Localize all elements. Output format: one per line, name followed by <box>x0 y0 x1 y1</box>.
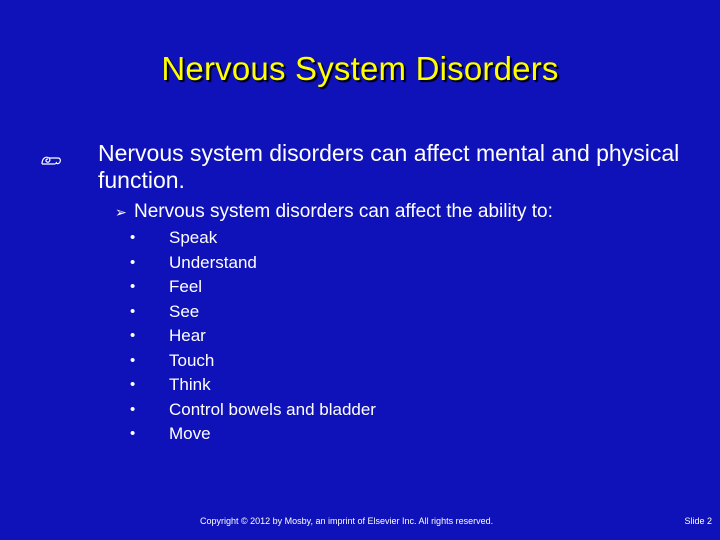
slide: Nervous System Disorders Nervous system disorders can affect mental and physical function. ➢ Nervous system disorders can affect the ability to: • Speak • Understand • Feel • See • Hear • Touch • Think • Control bowels and bladder • Move Copyright © 2012 by Mosby, an imprint of Elsevier Inc. All rights reserved. Slide 2 <box>0 0 720 540</box>
bullet-dot-icon: • <box>130 229 136 246</box>
bullet-dot-icon: • <box>130 302 136 320</box>
bullet-level-2-text: Nervous system disorders can affect the ability to: <box>134 201 553 222</box>
bullet-level-1-text: Nervous system disorders can affect mental and physical function. <box>98 140 680 193</box>
bullet-dot-icon: • <box>130 253 136 271</box>
scroll-bullet-icon <box>40 154 62 168</box>
copyright-notice: Copyright © 2012 by Mosby, an imprint of Elsevier Inc. All rights reserved. <box>200 516 494 526</box>
arrowhead-bullet-icon: ➢ <box>115 204 127 220</box>
slide-title: Nervous System Disorders <box>161 50 559 87</box>
slide-footer <box>0 512 720 532</box>
bullet-dot-icon: • <box>130 376 136 393</box>
bullet-dot-icon: • <box>130 351 136 369</box>
bullet-dot-icon: • <box>130 425 136 442</box>
bullet-dot-icon: • <box>130 400 136 418</box>
bullet-dot-icon: • <box>130 278 136 295</box>
bullet-dot-icon: • <box>130 327 136 344</box>
slide-number: Slide 2 <box>684 516 712 526</box>
